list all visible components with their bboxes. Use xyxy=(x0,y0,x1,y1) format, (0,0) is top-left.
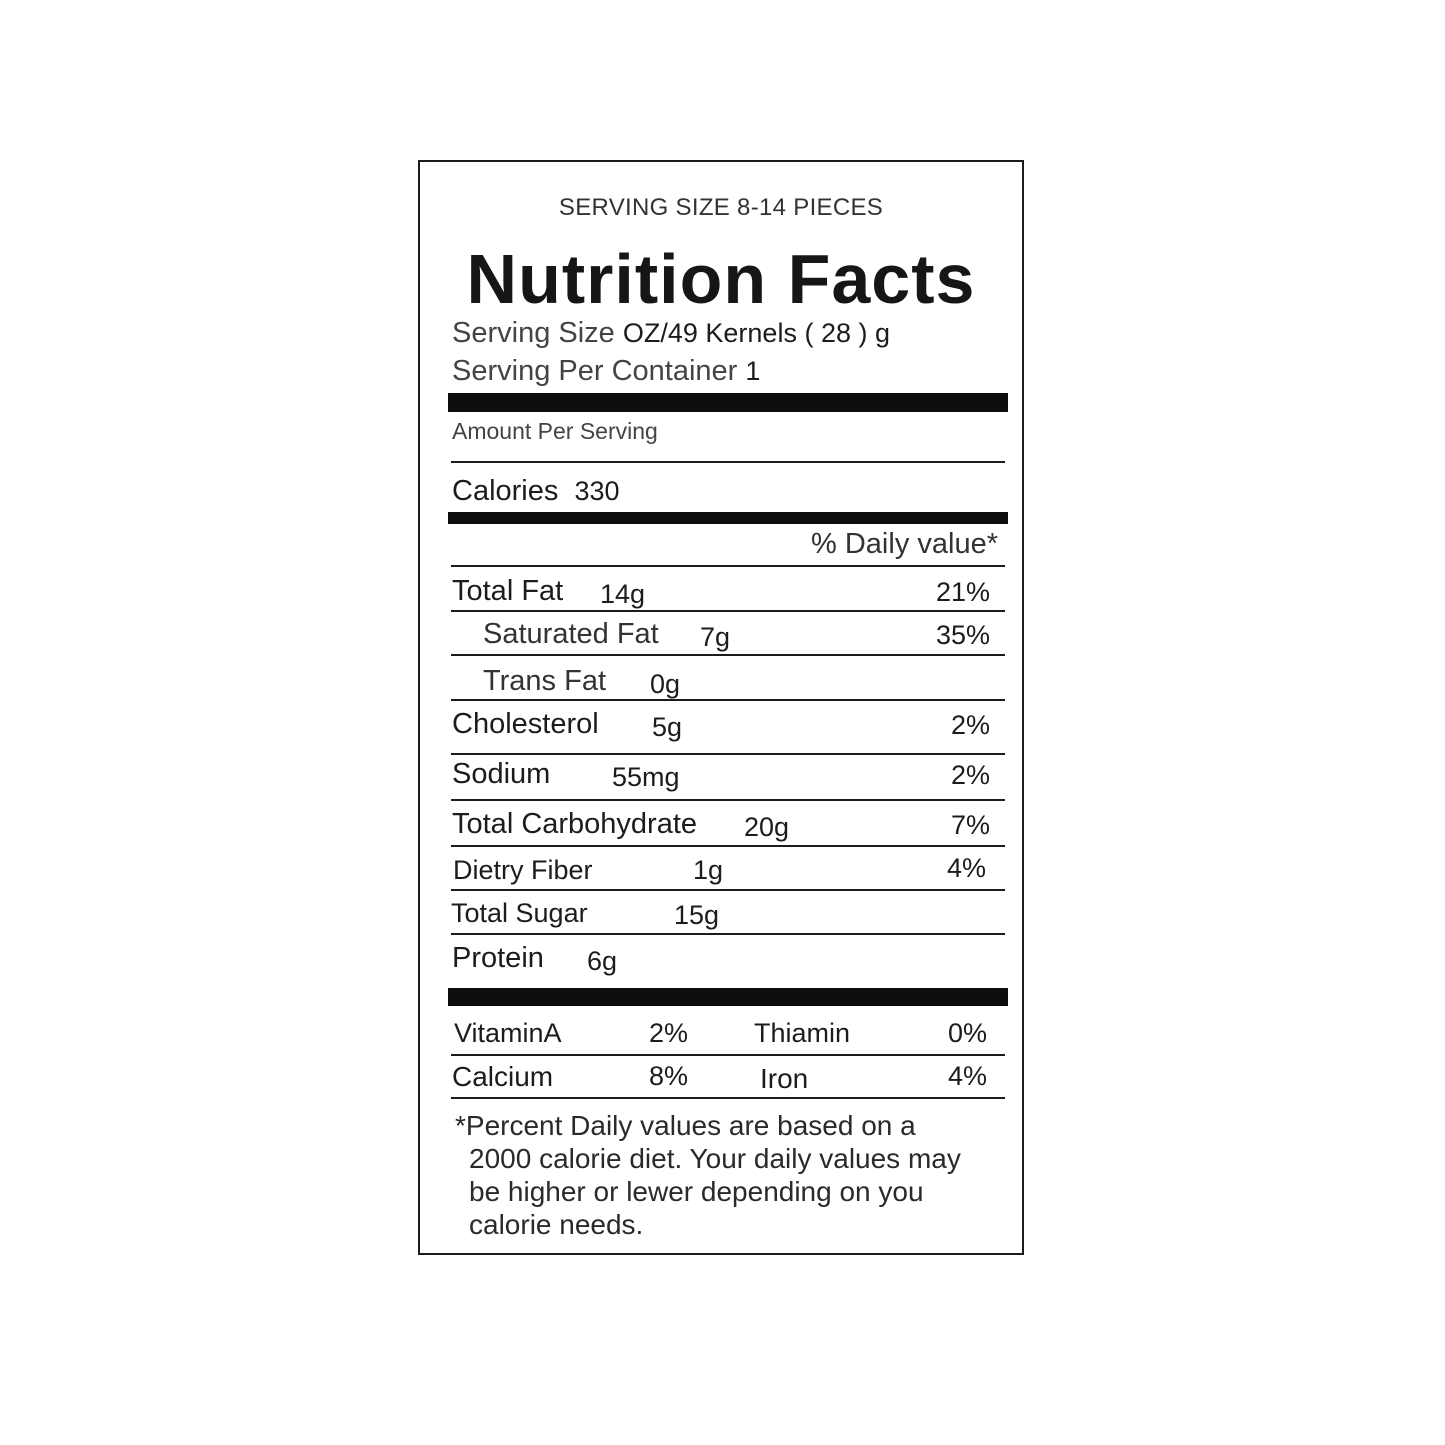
nutrient-percent-cholesterol: 2% xyxy=(950,710,990,740)
divider xyxy=(451,889,1005,891)
nutrient-percent-dietry-fiber: 4% xyxy=(946,853,986,883)
footnote-line: *Percent Daily values are based on a xyxy=(455,1110,916,1141)
nutrient-percent-sodium: 2% xyxy=(950,760,990,790)
nutrient-amount-total-fat: 14g xyxy=(600,579,646,609)
vitamin-label-iron: Iron xyxy=(760,1063,809,1094)
calories-label: Calories xyxy=(452,475,559,507)
nutrient-label-total-carbohydrate: Total Carbohydrate xyxy=(452,808,698,840)
nutrient-label-total-fat: Total Fat xyxy=(452,575,564,607)
nutrient-label-protein: Protein xyxy=(452,942,544,974)
serving-size-label: Serving Size xyxy=(452,317,615,349)
vitamin-percent-calcium: 8% xyxy=(649,1061,689,1091)
nutrient-label-total-sugar: Total Sugar xyxy=(451,898,588,928)
vitamin-percent-vitamin-a: 2% xyxy=(649,1018,689,1048)
servings-per-container-row xyxy=(452,357,760,386)
thick-divider xyxy=(448,512,1008,524)
nutrient-amount-cholesterol: 5g xyxy=(652,712,683,742)
nutrient-amount-protein: 6g xyxy=(587,946,618,976)
divider xyxy=(451,699,1005,701)
calories-value: 330 xyxy=(574,476,620,506)
nutrition-facts-label xyxy=(418,160,1024,1255)
divider xyxy=(451,654,1005,656)
divider xyxy=(451,1097,1005,1099)
serving-size-row xyxy=(452,319,890,348)
nutrient-amount-sodium: 55mg xyxy=(612,762,680,792)
footnote-line: calorie needs. xyxy=(469,1209,644,1240)
divider xyxy=(451,610,1005,612)
thick-divider xyxy=(448,393,1008,412)
footnote-line: be higher or lewer depending on you xyxy=(469,1176,924,1207)
nutrient-label-sodium: Sodium xyxy=(452,758,551,790)
nutrient-percent-saturated-fat: 35% xyxy=(935,620,990,650)
nutrient-label-trans-fat: Trans Fat xyxy=(483,665,607,697)
vitamin-label-vitamin-a: VitaminA xyxy=(454,1018,562,1048)
nutrient-percent-total-fat: 21% xyxy=(935,577,990,607)
label-title: Nutrition Facts xyxy=(466,240,976,318)
vitamin-percent-iron: 4% xyxy=(947,1061,987,1091)
vitamin-label-thiamin: Thiamin xyxy=(754,1018,851,1048)
thick-divider xyxy=(448,988,1008,1006)
divider xyxy=(451,933,1005,935)
daily-value-header: % Daily value* xyxy=(811,528,998,560)
nutrient-percent-total-carbohydrate: 7% xyxy=(950,810,990,840)
vitamin-percent-thiamin: 0% xyxy=(947,1018,987,1048)
divider xyxy=(451,799,1005,801)
nutrient-amount-total-sugar: 15g xyxy=(674,900,720,930)
nutrient-amount-total-carbohydrate: 20g xyxy=(744,812,790,842)
nutrient-label-cholesterol: Cholesterol xyxy=(452,708,599,740)
serving-size-note: SERVING SIZE 8-14 PIECES xyxy=(558,194,884,221)
amount-per-serving: Amount Per Serving xyxy=(452,418,658,444)
nutrient-label-dietry-fiber: Dietry Fiber xyxy=(453,855,593,885)
footnote-line: 2000 calorie diet. Your daily values may xyxy=(469,1143,961,1174)
divider xyxy=(451,1054,1005,1056)
nutrient-amount-saturated-fat: 7g xyxy=(700,622,731,652)
nutrient-amount-dietry-fiber: 1g xyxy=(693,855,724,885)
nutrient-amount-trans-fat: 0g xyxy=(650,669,681,699)
servings-per-container-value: 1 xyxy=(745,356,761,386)
calories-row xyxy=(452,477,620,506)
nutrient-label-saturated-fat: Saturated Fat xyxy=(483,618,659,650)
divider xyxy=(451,565,1005,567)
serving-size-value: OZ/49 Kernels ( 28 ) g xyxy=(622,318,890,348)
servings-per-container-label: Serving Per Container xyxy=(452,355,738,387)
divider xyxy=(451,753,1005,755)
divider xyxy=(451,845,1005,847)
vitamin-label-calcium: Calcium xyxy=(452,1061,554,1092)
footnote xyxy=(455,1109,995,1241)
divider xyxy=(451,461,1005,463)
